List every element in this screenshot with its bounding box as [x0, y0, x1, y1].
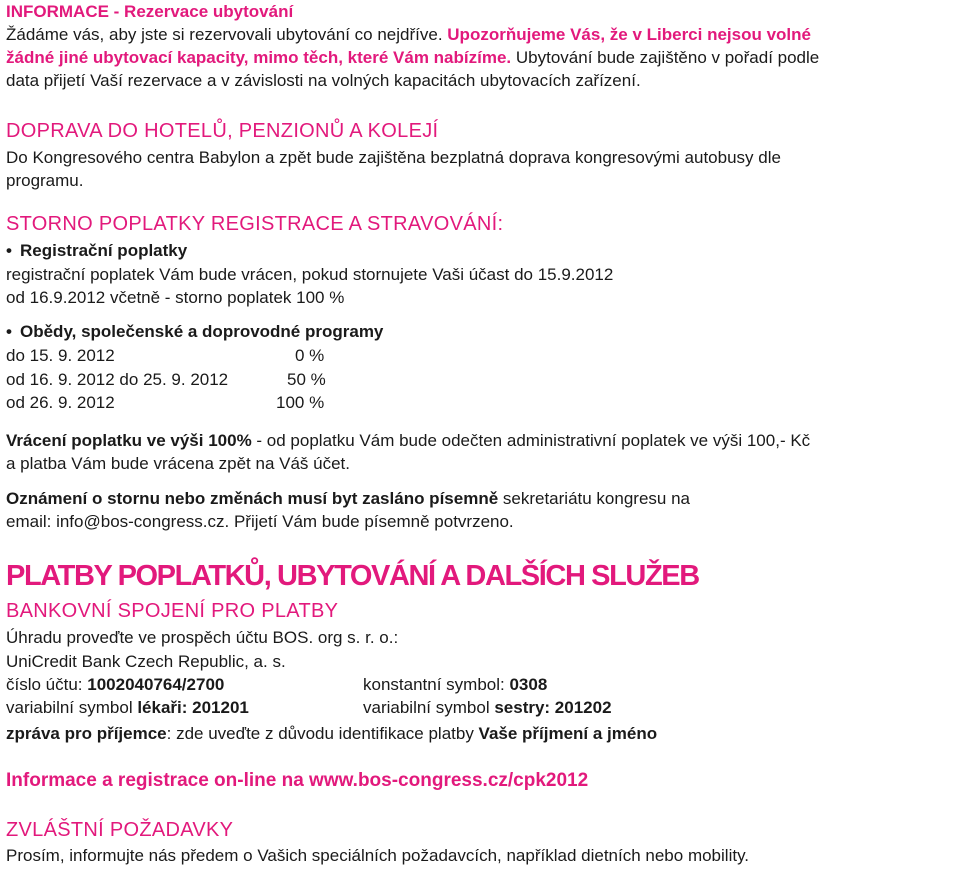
- meals-title-text: Obědy, společenské a doprovodné programy: [20, 322, 384, 341]
- informace-line-2: [6, 48, 819, 68]
- message-mid: : zde uveďte z důvodu identifikace platby: [166, 724, 479, 743]
- notice-line-1: [6, 489, 690, 509]
- meals-row-fee: 50 %: [287, 370, 326, 389]
- informace-heading: INFORMACE - Rezervace ubytování: [6, 2, 294, 21]
- var-nurses-label: variabilní symbol: [363, 698, 495, 717]
- refund-line-1: [6, 431, 810, 451]
- bullet-icon: •: [6, 241, 12, 260]
- notice-line-2: email: info@bos-congress.cz. Přijetí Vám bude písemně potvrzeno.: [6, 512, 514, 531]
- payment-message: [6, 724, 657, 744]
- doprava-line-1: Do Kongresového centra Babylon a zpět bude zajištěna bezplatná doprava kongresovými autobusy dle: [6, 148, 781, 167]
- var-doctors-value: lékaři: 201201: [137, 698, 249, 717]
- storno-heading: STORNO POPLATKY REGISTRACE A STRAVOVÁNÍ:: [6, 213, 504, 235]
- special-heading: ZVLÁŠTNÍ POŽADAVKY: [6, 819, 234, 841]
- message-end: Vaše příjmení a jméno: [478, 724, 658, 743]
- meals-row-period: od 16. 9. 2012 do 25. 9. 2012: [6, 370, 229, 389]
- bullet-icon: •: [6, 322, 12, 341]
- message-bold: zpráva pro příjemce: [6, 724, 167, 743]
- bank-line-1: Úhradu proveďte ve prospěch účtu BOS. org s. r. o.:: [6, 628, 399, 647]
- special-line-1: Prosím, informujte nás předem o Vašich speciálních požadavcích, například dietních nebo mobility.: [6, 846, 750, 865]
- account-label: číslo účtu:: [6, 675, 88, 694]
- var-doctors-label: variabilní symbol: [6, 698, 138, 717]
- meals-row-period: do 15. 9. 2012: [6, 346, 115, 365]
- storno-meals-title: [6, 322, 383, 342]
- doprava-heading: DOPRAVA DO HOTELŮ, PENZIONŮ A KOLEJÍ: [6, 120, 439, 142]
- storno-registration-line-1: registrační poplatek Vám bude vrácen, pokud stornujete Vaši účast do 15.9.2012: [6, 265, 614, 284]
- refund-bold: Vrácení poplatku ve výši 100%: [6, 431, 252, 450]
- variable-symbol-nurses: [363, 698, 612, 718]
- online-registration: Informace a registrace on-line na www.bos-congress.cz/cpk2012: [6, 770, 589, 791]
- meals-row-period: od 26. 9. 2012: [6, 393, 115, 412]
- constant-label: konstantní symbol:: [363, 675, 510, 694]
- notice-bold: Oznámení o stornu nebo změnách musí byt zasláno písemně: [6, 489, 499, 508]
- meals-row-fee: 0 %: [295, 346, 325, 365]
- bank-heading: BANKOVNÍ SPOJENÍ PRO PLATBY: [6, 600, 339, 622]
- account-value: 1002040764/2700: [87, 675, 225, 694]
- notice-rest: sekretariátu kongresu na: [498, 489, 690, 508]
- meals-row-fee: 100 %: [276, 393, 325, 412]
- storno-registration-title: [6, 241, 187, 261]
- refund-line-2: a platba Vám bude vrácena zpět na Váš účet.: [6, 454, 351, 473]
- informace-warning-cont: žádné jiné ubytovací kapacity, mimo těch, které Vám nabízíme.: [6, 48, 512, 67]
- variable-symbol-doctors: [6, 698, 249, 718]
- var-nurses-value: sestry: 201202: [494, 698, 612, 717]
- registration-title-text: Registrační poplatky: [20, 241, 188, 260]
- doprava-line-2: programu.: [6, 171, 84, 190]
- bank-line-2: UniCredit Bank Czech Republic, a. s.: [6, 652, 286, 671]
- account-number: [6, 675, 224, 695]
- informace-warning: Upozorňujeme Vás, že v Liberci nejsou volné: [447, 25, 811, 44]
- constant-symbol: [363, 675, 547, 695]
- storno-registration-line-2: od 16.9.2012 včetně - storno poplatek 100 %: [6, 288, 345, 307]
- informace-text: Žádáme vás, aby jste si rezervovali ubytování co nejdříve.: [6, 25, 443, 44]
- informace-line-1: [6, 25, 811, 45]
- refund-rest: - od poplatku Vám bude odečten administrativní poplatek ve výši 100,- Kč: [251, 431, 811, 450]
- informace-text-cont: Ubytování bude zajištěno v pořadí podle: [515, 48, 820, 67]
- constant-value: 0308: [509, 675, 548, 694]
- platby-heading: PLATBY POPLATKŮ, UBYTOVÁNÍ A DALŠÍCH SLUŽEB: [6, 560, 699, 592]
- informace-line-3: data přijetí Vaší rezervace a v závislosti na volných kapacitách ubytovacích zařízení.: [6, 71, 641, 90]
